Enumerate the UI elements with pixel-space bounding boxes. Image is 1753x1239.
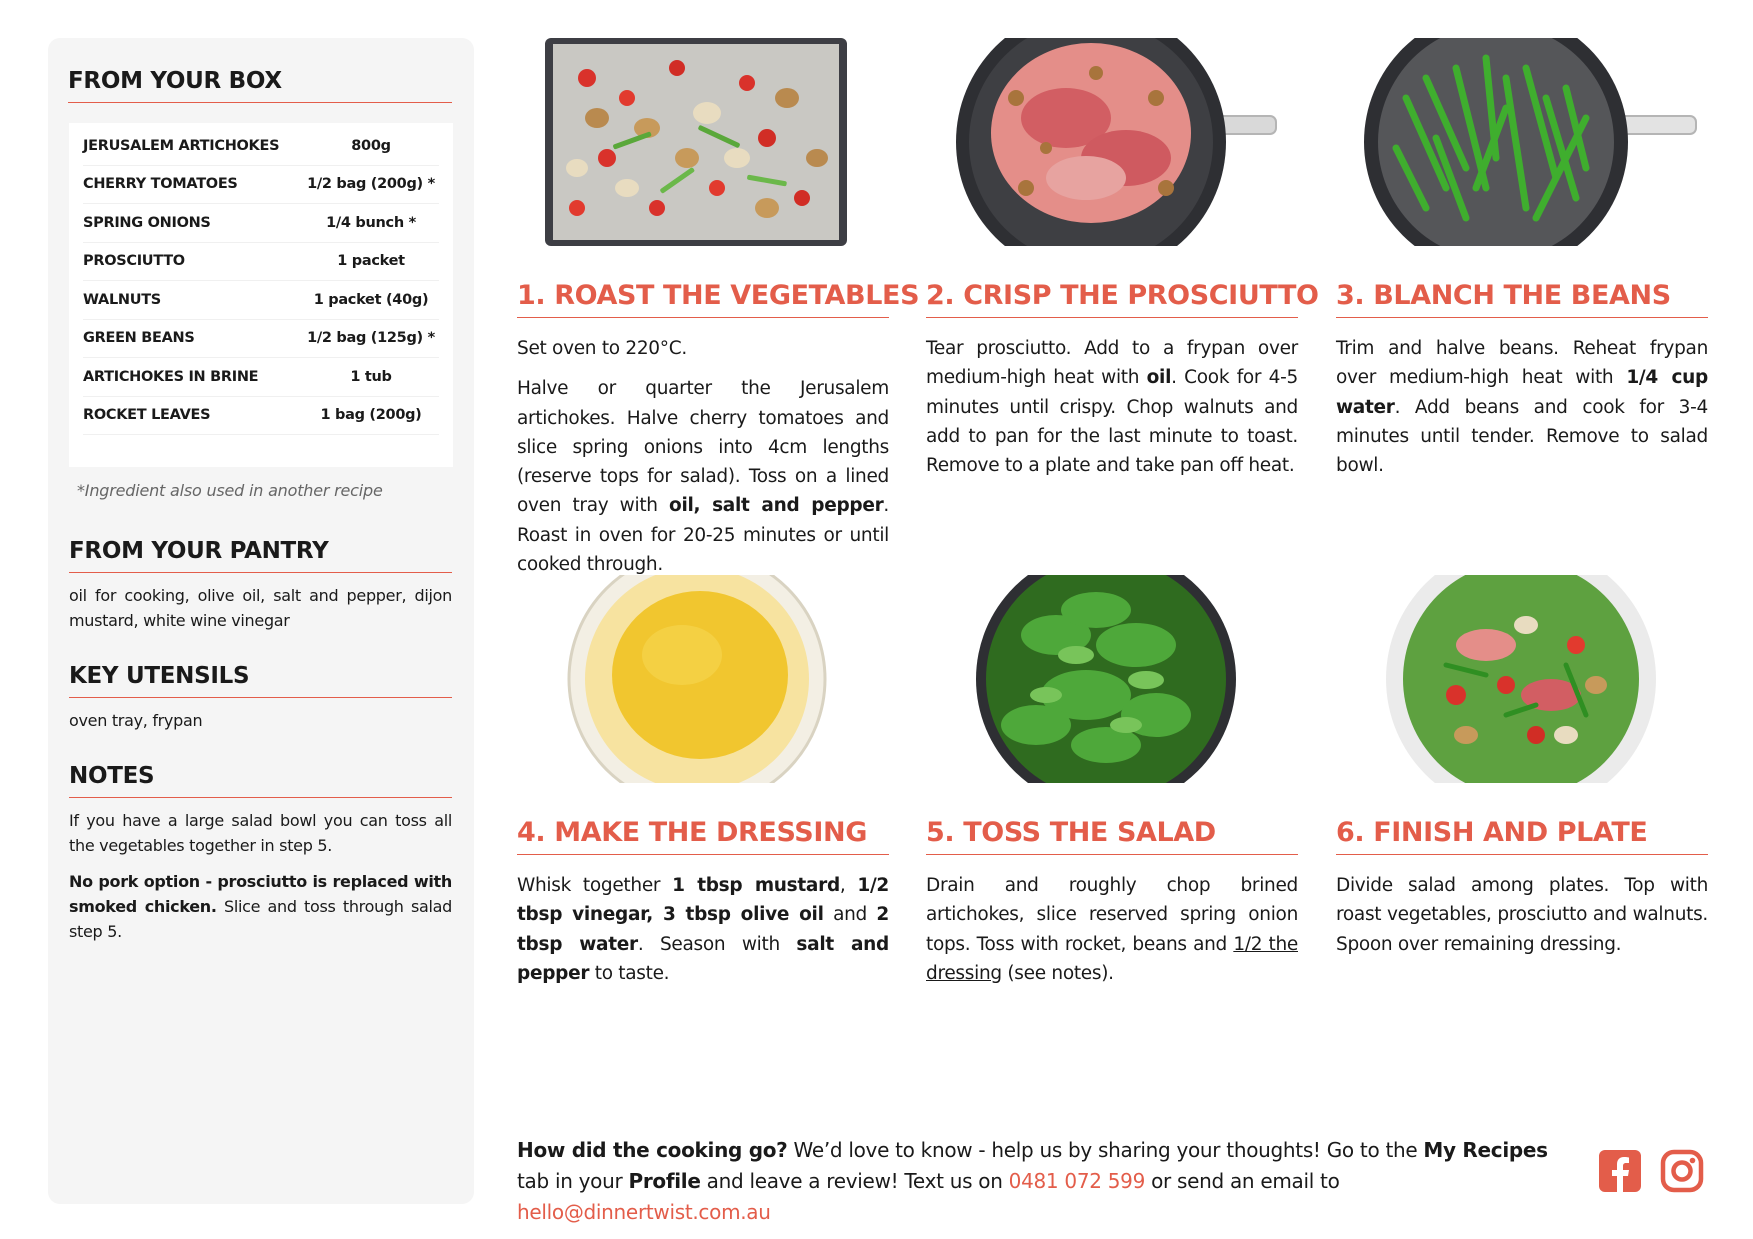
step-text: . Season with — [637, 933, 797, 955]
finish-and-plate-photo — [1336, 575, 1708, 783]
ingredient-row — [83, 320, 439, 359]
step-text: to taste. — [589, 962, 670, 984]
step-1-body — [517, 334, 889, 579]
step-3 — [1336, 38, 1708, 480]
ingredient-qty: 800g — [351, 137, 391, 154]
step-6 — [1336, 575, 1708, 959]
toss-salad-photo — [926, 575, 1298, 783]
step-4-title: 4. MAKE THE DRESSING — [517, 817, 889, 855]
utensils-section — [69, 663, 452, 733]
footer-text: We’d love to know - help us by sharing your thoughts! Go to the — [787, 1138, 1424, 1162]
step-bold-text: 1/2 tbsp vinegar, 3 tbsp olive oil — [517, 875, 890, 926]
footer-question: How did the cooking go? — [517, 1138, 788, 1162]
ingredient-row — [83, 166, 439, 205]
footer-text: or send an email to — [1145, 1169, 1340, 1193]
step-paragraph — [517, 374, 889, 579]
from-your-box-heading: FROM YOUR BOX — [68, 68, 452, 103]
ingredient-name: PROSCIUTTO — [83, 253, 185, 270]
step-1 — [517, 38, 920, 579]
ingredient-row — [83, 204, 439, 243]
ingredient-row — [83, 358, 439, 397]
step-text: Whisk together — [517, 875, 673, 896]
step-text: . Roast in oven for 20-25 minutes or until cooked through. — [517, 495, 889, 576]
step-paragraph — [517, 871, 889, 988]
notes-heading: NOTES — [69, 763, 452, 798]
step-bold-text: salt and pepper — [517, 933, 889, 984]
instagram-icon[interactable] — [1659, 1148, 1705, 1194]
step-text: Trim and halve beans. Reheat frypan over medium-high heat with — [1336, 338, 1708, 389]
ingredient-name: GREEN BEANS — [83, 330, 195, 347]
ingredient-qty: 1 bag (200g) — [320, 407, 422, 424]
ingredient-row — [83, 243, 439, 282]
step-text: Drain and roughly chop brined artichokes, slice reserved spring onion tops. Toss with rocket, beans and — [926, 875, 1298, 955]
ingredient-footnote: *Ingredient also used in another recipe — [77, 481, 383, 500]
ingredient-row — [83, 127, 439, 166]
ingredient-name: WALNUTS — [83, 291, 161, 308]
step-4 — [517, 575, 889, 988]
ingredients-sidebar — [48, 38, 474, 1204]
profile-label: Profile — [628, 1169, 701, 1193]
step-paragraph: Set oven to 220°C. — [517, 338, 687, 359]
step-bold-text: 2 tbsp water — [517, 904, 889, 955]
step-bold-text: 1 tbsp mustard — [672, 875, 840, 896]
phone-number-link[interactable]: 0481 072 599 — [1008, 1169, 1146, 1193]
ingredients-table — [69, 123, 453, 467]
pantry-heading: FROM YOUR PANTRY — [69, 538, 452, 573]
step-text: Tear prosciutto. Add to a frypan over medium-high heat with — [926, 338, 1298, 389]
ingredient-row — [83, 397, 439, 436]
step-text: Halve or quarter the Jerusalem artichokes. Halve cherry tomatoes and slice spring onions into 4cm lengths (reserve tops for salad). Toss on a lined oven tray with — [517, 378, 889, 517]
ingredient-row — [83, 281, 439, 320]
notes-paragraph — [69, 869, 452, 944]
utensils-text: oven tray, frypan — [69, 711, 203, 730]
step-3-title: 3. BLANCH THE BEANS — [1336, 280, 1708, 318]
step-6-body — [1336, 871, 1708, 959]
footer-text: tab in your — [517, 1169, 629, 1193]
facebook-icon[interactable] — [1597, 1148, 1643, 1194]
email-link[interactable]: hello@dinnertwist.com.au — [517, 1200, 771, 1224]
step-text: . Cook for 4-5 minutes until crispy. Chop walnuts and add to pan for the last minute to toast. Remove to a plate and take pan off heat. — [926, 367, 1298, 477]
make-dressing-photo — [517, 575, 889, 783]
footer-text: and leave a review! Text us on — [700, 1169, 1009, 1193]
feedback-footer — [517, 1135, 1567, 1228]
step-text: (see notes). — [1001, 962, 1114, 984]
utensils-heading: KEY UTENSILS — [69, 663, 452, 698]
notes-text — [69, 808, 452, 944]
ingredient-qty: 1 packet (40g) — [313, 291, 429, 308]
step-bold-text: oil — [1146, 367, 1172, 389]
step-text: , — [839, 875, 858, 896]
pantry-section — [69, 538, 452, 633]
step-5-body — [926, 871, 1298, 988]
step-bold-text: oil, salt and pepper — [669, 495, 884, 517]
step-paragraph — [926, 871, 1298, 988]
step-text: . Add beans and cook for 3-4 minutes until tender. Remove to salad bowl. — [1336, 396, 1708, 477]
step-5 — [926, 575, 1298, 988]
ingredient-name: JERUSALEM ARTICHOKES — [83, 137, 280, 154]
ingredient-name: SPRING ONIONS — [83, 214, 211, 231]
ingredient-name: ROCKET LEAVES — [83, 407, 211, 424]
step-paragraph — [926, 334, 1298, 480]
roast-vegetables-photo — [517, 38, 889, 246]
step-paragraph: Divide salad among plates. Top with roast vegetables, prosciutto and walnuts. Spoon over remaining dressing. — [1336, 875, 1708, 955]
ingredient-qty: 1 tub — [350, 368, 392, 385]
step-4-body — [517, 871, 889, 988]
step-3-body — [1336, 334, 1708, 480]
step-bold-text: 1/4 cup water — [1336, 367, 1708, 418]
step-6-title: 6. FINISH AND PLATE — [1336, 817, 1708, 855]
step-2-title: 2. CRISP THE PROSCIUTTO — [926, 280, 1298, 318]
step-1-title: 1. ROAST THE VEGETABLES — [517, 280, 889, 318]
crisp-prosciutto-photo — [926, 38, 1298, 246]
blanch-beans-photo — [1336, 38, 1708, 246]
ingredient-qty: 1/2 bag (200g) * — [307, 176, 435, 193]
notes-section — [69, 763, 452, 944]
ingredient-qty: 1 packet — [337, 253, 405, 270]
notes-paragraph: If you have a large salad bowl you can toss all the vegetables together in step 5. — [69, 811, 452, 855]
step-underlined-text: 1/2 the dressing — [926, 933, 1298, 984]
my-recipes-label: My Recipes — [1423, 1138, 1548, 1162]
ingredient-qty: 1/2 bag (125g) * — [307, 330, 435, 347]
step-paragraph — [1336, 334, 1708, 480]
notes-bold: No pork option - prosciutto is replaced with smoked chicken. — [69, 872, 452, 916]
ingredient-name: CHERRY TOMATOES — [83, 176, 238, 193]
ingredient-qty: 1/4 bunch * — [326, 214, 416, 231]
step-5-title: 5. TOSS THE SALAD — [926, 817, 1298, 855]
ingredient-name: ARTICHOKES IN BRINE — [83, 368, 259, 385]
pantry-text: oil for cooking, olive oil, salt and pepper, dijon mustard, white wine vinegar — [69, 586, 452, 630]
step-text: and — [823, 904, 877, 926]
notes-rest: Slice and toss through salad step 5. — [69, 897, 452, 941]
step-2-body — [926, 334, 1298, 480]
step-2 — [926, 38, 1319, 480]
